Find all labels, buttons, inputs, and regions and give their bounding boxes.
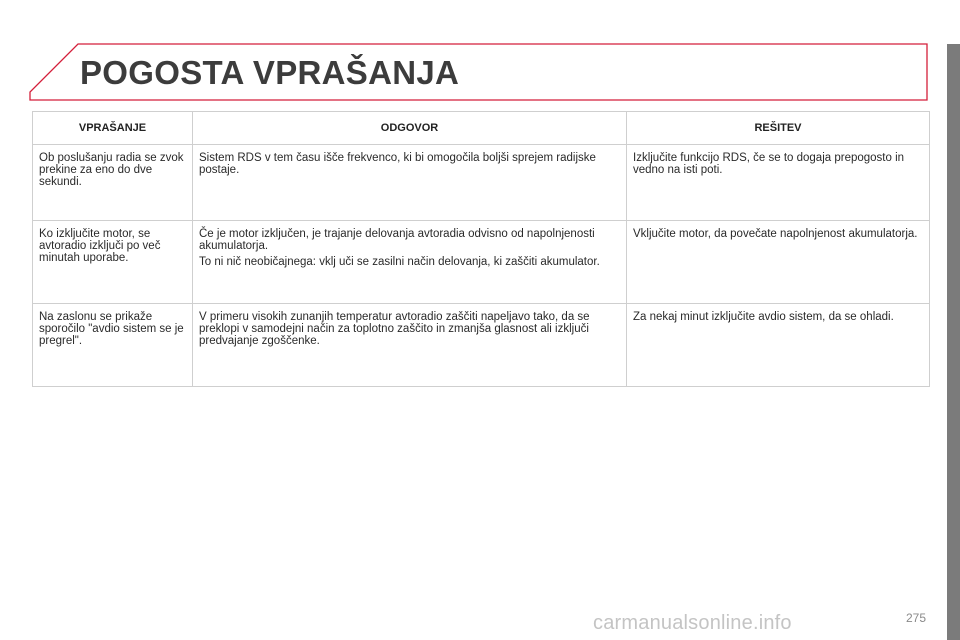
watermark-text: carmanualsonline.info xyxy=(593,612,792,634)
solution-cell: Za nekaj minut izključite avdio sistem, da se ohladi. xyxy=(627,304,930,387)
page-title: POGOSTA VPRAŠANJA xyxy=(80,54,460,91)
answer-cell xyxy=(193,221,627,304)
page-edge-bar xyxy=(947,44,960,640)
question-cell: Na zaslonu se prikaže sporočilo "avdio sistem se je pregrel". xyxy=(33,304,193,387)
table-header-row xyxy=(33,112,930,145)
answer-paragraph: V primeru visokih zunanjih temperatur avtoradio zaščiti napeljavo tako, da se preklopi v samodejni način za toplotno zaščito in zmanjša glasnost ali izključi predvajanje zgoščenke. xyxy=(199,311,590,347)
header-solution: REŠITEV xyxy=(627,112,930,145)
header-question: VPRAŠANJE xyxy=(33,112,193,145)
table-row xyxy=(33,304,930,387)
answer-cell xyxy=(193,304,627,387)
solution-cell: Vključite motor, da povečate napolnjenost akumulatorja. xyxy=(627,221,930,304)
answer-cell xyxy=(193,145,627,221)
table-row xyxy=(33,145,930,221)
header-answer: ODGOVOR xyxy=(193,112,627,145)
question-cell: Ob poslušanju radia se zvok prekine za eno do dve sekundi. xyxy=(33,145,193,221)
faq-table xyxy=(32,111,930,387)
solution-cell: Izključite funkcijo RDS, če se to dogaja prepogosto in vedno na isti poti. xyxy=(627,145,930,221)
question-cell: Ko izključite motor, se avtoradio izključi po več minutah uporabe. xyxy=(33,221,193,304)
answer-paragraph: Če je motor izključen, je trajanje delovanja avtoradia odvisno od napolnjenosti akumulatorja. xyxy=(199,228,595,252)
answer-paragraph: To ni nič neobičajnega: vklj uči se zasilni način delovanja, ki zaščiti akumulator. xyxy=(199,256,600,268)
page-number: 275 xyxy=(906,611,927,625)
table-row xyxy=(33,221,930,304)
answer-paragraph: Sistem RDS v tem času išče frekvenco, ki bi omogočila boljši sprejem radijske postaje. xyxy=(199,152,596,176)
